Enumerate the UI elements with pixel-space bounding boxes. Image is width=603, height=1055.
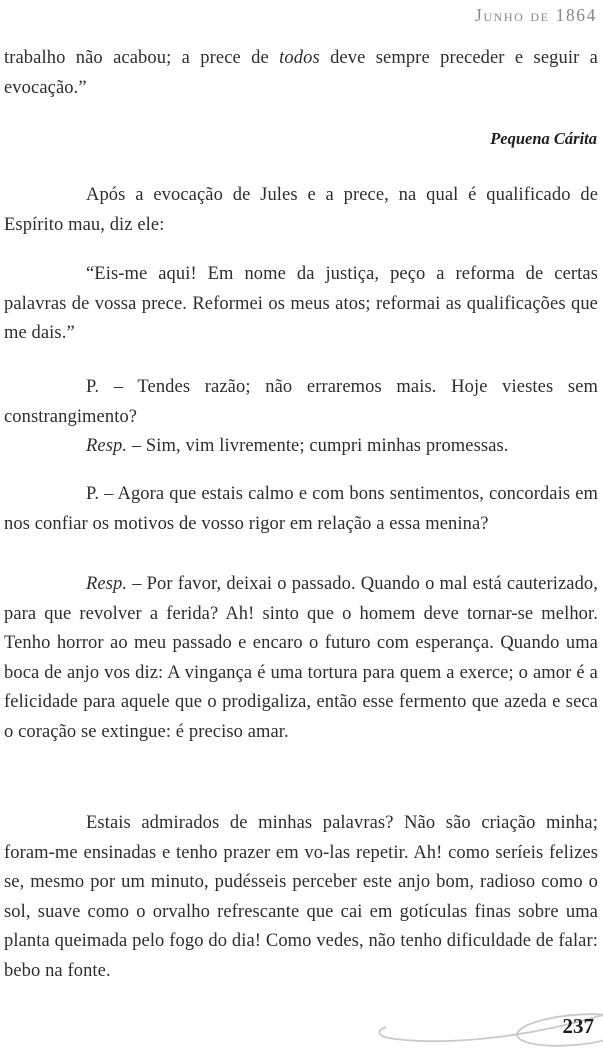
paragraph-text: – Por favor, deixai o passado. Quando o mal está cauterizado, para que revolver a ferida? Ah! sinto que o homem deve tornar-se melhor. Tenho horror ao meu passado e encaro o futuro com esperança. Quando uma boca de anjo vos diz: A vingança é uma tortura para quem a exerce; o amor é a felicidade para aquele que o prodigaliza, então esse fermento que azeda e seca o coração se extingue: é preciso amar. <box>4 574 598 742</box>
page-number: 237 <box>562 1014 594 1038</box>
italic-word: todos <box>279 48 320 68</box>
paragraph-text: trabalho não acabou; a prece de <box>4 48 280 68</box>
signature: Pequena Cárita <box>490 129 597 148</box>
resp-label: Resp. <box>86 574 128 594</box>
paragraph-answer-2 <box>4 570 598 748</box>
running-head: Junho de 1864 <box>474 5 597 25</box>
paragraph-continuation <box>4 44 598 103</box>
paragraph-intro: Após a evocação de Jules e a prece, na qual é qualificado de Espírito mau, diz ele: <box>4 185 598 235</box>
paragraph-answer-1 <box>4 432 598 462</box>
paragraph-final: Estais admirados de minhas palavras? Não são criação minha; foram-me ensinadas e tenho prazer em vo-las repetir. Ah! como seríeis felizes se, mesmo por um minuto, pudésseis perceber este anjo bom, radioso como o sol, suave como o orvalho refrescante que cai em gotículas finas sobre uma planta queimada pelo fogo do dia! Como vedes, não tenho dificuldade de falar: bebo na fonte. <box>4 813 598 981</box>
paragraph-text: deve sempre preceder e seguir a evocação.” <box>4 48 598 98</box>
paragraph-quote: “Eis-me aqui! Em nome da justiça, peço a reforma de certas palavras de vossa prece. Reformei os meus atos; reformai as qualificações que me dais.” <box>4 264 598 344</box>
paragraph-text: – Sim, vim livremente; cumpri minhas promessas. <box>127 436 509 456</box>
resp-label: Resp. <box>86 436 128 456</box>
paragraph-question-2: P. – Agora que estais calmo e com bons sentimentos, concordais em nos confiar os motivos de vosso rigor em relação a essa menina? <box>4 484 598 534</box>
paragraph-question-1: P. – Tendes razão; não erraremos mais. Hoje viestes sem constrangimento? <box>4 377 598 427</box>
